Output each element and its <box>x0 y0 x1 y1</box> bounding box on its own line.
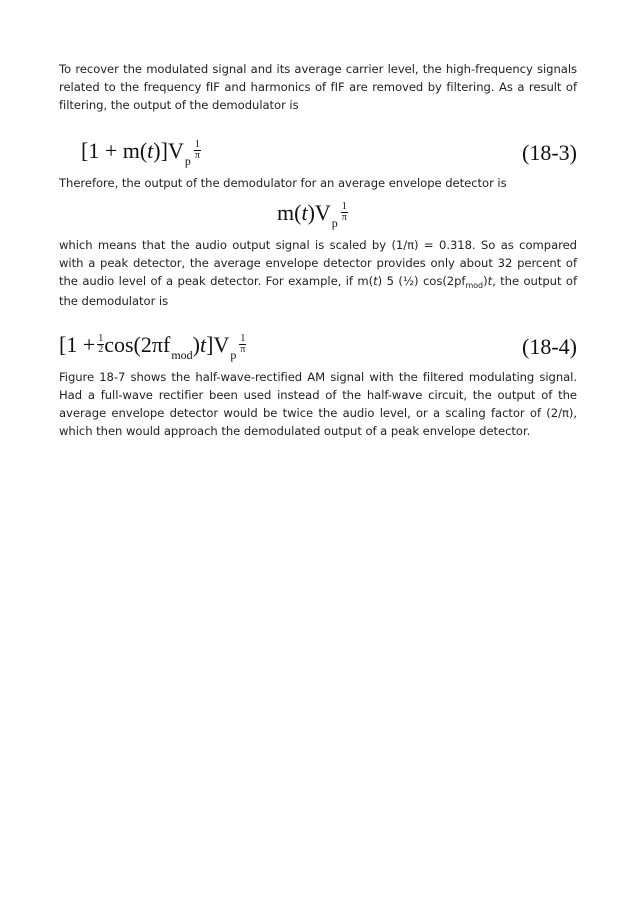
equation-average-output <box>59 192 577 236</box>
equation-average-output-expression: $m(t)V_p$ $\frac{1}{\pi}$ <box>277 200 347 230</box>
paragraph-average-detector: Therefore, the output of the demodulator for an average envelope detector is <box>59 176 507 190</box>
paragraph-scaling: which means that the audio output signal is scaled by (1/π) = 0.318. So as compared with a peak detector, the average envelope detector provides only about 32 percent of the audio level of a peak detector. For example, if m(t) 5 (½) $\cos(2pf_{mod})t$, the output of the demodulator is <box>59 238 577 308</box>
equation-18-3 <box>59 128 577 174</box>
equation-18-3-expression: $[1 + m(t)]V_p$ $\frac{1}{\pi}$ <box>81 138 200 168</box>
paragraph-intro: To recover the modulated signal and its average carrier level, the high-frequency signals related to the frequency fIF and harmonics of fIF are removed by filtering. As a result of filtering, the output of the demodulator is <box>59 62 577 112</box>
paragraph-full-wave: Figure 18-7 shows the half-wave-rectified AM signal with the filtered modulating signal. Had a full-wave rectifier been used instead of the half-wave circuit, the output of the average envelope detector would be twice the audio level, or a scaling factor of (2/π), which then would approach the demodulated output of a peak envelope detector. <box>59 370 577 438</box>
equation-number: (18-3) <box>522 140 577 165</box>
equation-18-4 <box>59 322 577 368</box>
equation-18-4-expression: [1 + $\frac{1}{2}$ $\cos(2\pi f_{mod})t]V_p$ $\frac{1}{\pi}$ <box>59 332 246 362</box>
document-page <box>59 60 577 440</box>
equation-number: (18-4) <box>522 334 577 359</box>
